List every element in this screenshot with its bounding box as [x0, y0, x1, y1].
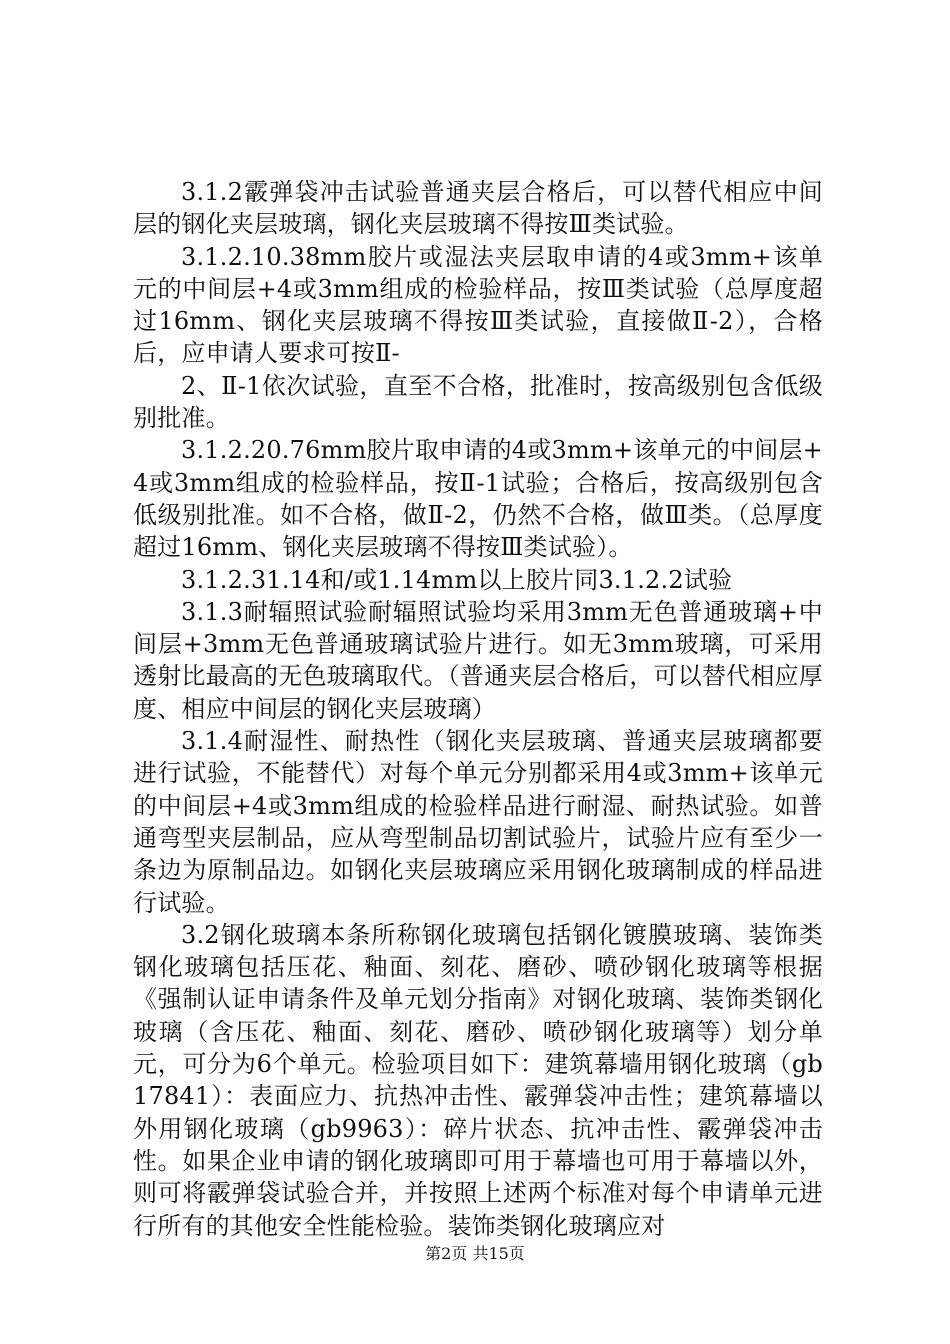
page-footer: 第2页 共15页	[425, 1244, 525, 1263]
paragraph-3-1-2-3: 3.1.2.31.14和/或1.14mm以上胶片同3.1.2.2试验	[181, 565, 733, 594]
paragraph-3-1-2: 3.1.2霰弹袋冲击试验普通夹层合格后，可以替代相应中间层的钢化夹层玻璃，钢化夹层玻璃不得按Ⅲ类试验。	[133, 178, 823, 239]
paragraph-continuation: 2、Ⅱ-1依次试验，直至不合格，批准时，按高级别包含低级别批准。	[133, 371, 823, 433]
paragraph-3-2: 3.2钢化玻璃本条所称钢化玻璃包括钢化镀膜玻璃、装饰类钢化玻璃包括压花、釉面、刻花、磨砂、喷砂钢化玻璃等根据《强制认证申请条件及单元划分指南》对钢化玻璃、装饰类钢化玻璃（含压花、釉面、刻花、磨砂、喷砂钢化玻璃等）划分单元，可分为6个单元。检验项目如下：建筑幕墙用钢化玻璃（gb17841）：表面应力、抗热冲击性、霰弹袋冲击性；建筑幕墙以外用钢化玻璃（gb9963）：碎片状态、抗冲击性、霰弹袋冲击性。如果企业申请的钢化玻璃即可用于幕墙也可用于幕墙以外，则可将霰弹袋试验合并，并按照上述两个标准对每个申请单元进行所有的其他安全性能检验。装饰类钢化玻璃应对	[133, 920, 823, 1240]
document-body	[133, 176, 823, 1242]
paragraph-3-1-3: 3.1.3耐辐照试验耐辐照试验均采用3mm无色普通玻璃+中间层+3mm无色普通玻璃试验片进行。如无3mm玻璃，可采用透射比最高的无色玻璃取代。（普通夹层合格后，可以替代相应厚度、相应中间层的钢化夹层玻璃）	[133, 597, 823, 723]
paragraph-3-1-2-1: 3.1.2.10.38mm胶片或湿法夹层取申请的4或3mm+该单元的中间层+4或3mm组成的检验样品，按Ⅲ类试验（总厚度超过16mm、钢化夹层玻璃不得按Ⅲ类试验，直接做Ⅱ-2），合格后，应申请人要求可按Ⅱ-	[133, 242, 823, 368]
paragraph-3-1-2-2: 3.1.2.20.76mm胶片取申请的4或3mm+该单元的中间层+4或3mm组成的检验样品，按Ⅱ-1试验；合格后，按高级别包含低级别批准。如不合格，做Ⅱ-2，仍然不合格，做Ⅲ类。（总厚度超过16mm、钢化夹层玻璃不得按Ⅲ类试验）。	[133, 436, 823, 562]
paragraph-3-1-4: 3.1.4耐湿性、耐热性（钢化夹层玻璃、普通夹层玻璃都要进行试验，不能替代）对每个单元分别都采用4或3mm+该单元的中间层+4或3mm组成的检验样品进行耐湿、耐热试验。如普通弯型夹层制品，应从弯型制品切割试验片，试验片应有至少一条边为原制品边。如钢化夹层玻璃应采用钢化玻璃制成的样品进行试验。	[133, 727, 823, 917]
